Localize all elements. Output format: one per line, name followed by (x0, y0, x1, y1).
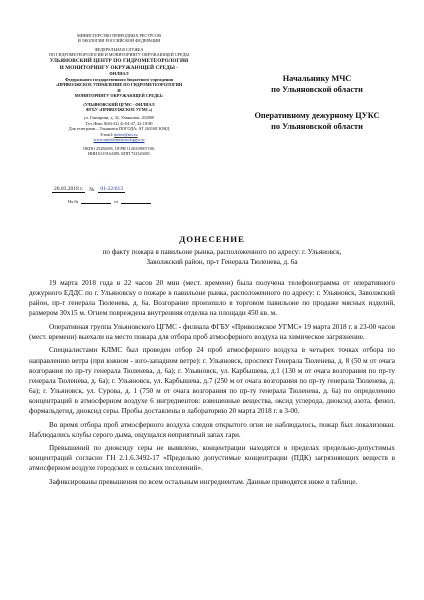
document-body (29, 278, 395, 490)
document-subject: по факту пожара в павильоне рынка, расположенного по адресу: г. Ульяновск, Заволжский район, пр-т Генерала Тюленева, д. 6а (102, 248, 342, 267)
codes-line: ИНН 6319164389, КПП 732543001 (88, 151, 150, 157)
service-line: ПО ГИДРОМЕТЕОРОЛОГИИ И МОНИТОРИНГУ ОКРУЖАЮЩЕЙ СРЕДЫ (48, 52, 190, 58)
institution-line: И (117, 87, 121, 93)
service-line: ФЕДЕРАЛЬНАЯ СЛУЖБА (94, 46, 144, 52)
paragraph: Специалистами КЛМС был проведен отбор 24 проб атмосферного воздуха в четырех точках отбора по направлению ветра (при южном - юго-западном ветре): г. Ульяновск, проспект Генерала Тюленева, д. 8 (50 м от очага возгорания по пр-ту генерала Тюленева, д. 6а); г. Ульяновск, ул. Карбышева, д.1 (130 м от очага возгорания по пр-ту генерала Тюленева, д. 6а); г. Ульяновск, ул. Карбышева, д.7 (250 м от очага возгорания по пр-ту генерала Тюленева, д. 6а); г. Ульяновск, ул. Сурова, д. 1 (750 м от очага возгорания по пр-ту генерала Тюленева, д. 6а) по определению концентраций в атмосферном воздухе 6 ингредиентов: взвешенные вещества, оксид углерода, диоксид азота, фенол, формальдегид, диоксид серы. Пробы доставлены в лабораторию 20 марта 2018 г. в 3-00. (29, 346, 395, 415)
institution-line: МОНИТОРИНГУ ОКРУЖАЮЩЕЙ СРЕДЫ» (74, 93, 164, 99)
addressees (232, 74, 402, 148)
paragraph: Во время отбора проб атмосферного воздуха следов открытого огня не наблюдалось, пожар был локализован. Наблюдались клубы серого дыма, ощущался неприятный запах гари. (29, 420, 395, 439)
reference-dateline: На № от (68, 199, 198, 204)
center-name: И МОНИТОРИНГУ ОКРУЖАЮЩЕЙ СРЕДЫ - (59, 64, 179, 71)
codes-line: ОКПО 25282695, ОГРН 1126319007180, (83, 145, 155, 151)
paragraph: Зафиксированы превышения по всем остальным ингредиентам. Данные приводятся ниже в таблице. (49, 477, 358, 486)
website-link[interactable]: www.simbirsmeteorologiya.ru (93, 137, 145, 143)
email-line: E-mail: meteo@mv.ru (100, 131, 138, 137)
addressee-tsuks: Оперативному дежурному ЦУКС по Ульяновской области (254, 111, 380, 131)
outgoing-number: 01-22/613 (100, 186, 124, 192)
addressee-mchs: Начальнику МЧС по Ульяновской области (271, 74, 363, 94)
phones-line: Тел./Факс 8(84-22) 41-04-47, 42-18-80 (85, 120, 153, 126)
reference-date-blank (121, 203, 151, 204)
ministry-line: МИНИСТЕРСТВО ПРИРОДНЫХ РЕСУРСОВ (76, 33, 162, 38)
outgoing-dateline (52, 186, 192, 193)
ministry-line: И ЭКОЛОГИИ РОССИЙСКОЙ ФЕДЕРАЦИИ (77, 38, 161, 44)
outgoing-date: 20.03.2018 г. (54, 186, 84, 192)
letterhead (44, 33, 194, 157)
institution-line: «ПРИВОЛЖСКОЕ УПРАВЛЕНИЕ ПО ГИДРОМЕТЕОРОЛОГИИ (55, 82, 183, 88)
center-name: УЛЬЯНОВСКИЙ ЦЕНТР ПО ГИДРОМЕТЕОРОЛОГИИ (49, 57, 189, 64)
abbr-line: ФГБУ «ПРИВОЛЖСКОЕ УГМС») (85, 107, 153, 113)
paragraph: 19 марта 2018 года в 22 часов 20 мин (мест. времени) была получена телефонограмма от оперативного дежурного ЕДДС по г. Ульяновску о пожаре в павильоне рынка, расположенного по адресу: г. Ульяновск, Заволжский район, пр-т генерала Тюленева, д. 6а. Возгорание произошло в торговом павильоне по продаже мясных изделий, размером 30х15 м. Огнем повреждена внутренняя отделка на площади 450 кв. м. (29, 279, 395, 318)
address-line: ул. Гончарова, д. 32, Ульяновск, 432000 (83, 115, 155, 121)
paragraph: Превышений по диоксиду серы не выявлено, концентрации находятся в пределах предельно-допустимых концентраций согласно ГН 2.1.6.3492-17 «Предельно допустимые концентрации (ПДК) загрязняющих веществ в атмосферном воздухе городских и сельских поселений». (29, 444, 395, 473)
email-link[interactable]: meteo@mv.ru (113, 131, 138, 137)
number-prefix: № (89, 187, 95, 193)
telegraph-line: Для телеграмм – Ульяновск ПОГОДА; АТ 263168 ЗОНД (68, 126, 170, 132)
institution-line: Федерального государственного бюджетного учреждения (64, 76, 174, 82)
reference-number-blank (81, 203, 111, 204)
branch-word: ФИЛИАЛ (109, 71, 129, 77)
document-title: ДОНЕСЕНИЕ (179, 234, 245, 244)
paragraph: Оперативная группа Ульяновского ЦГМС - филиала ФГБУ «Приволжское УГМС» 19 марта 2018 г. в 23-00 часов (мест. времени) выехали на место пожара для отбора проб атмосферного воздуха на химическое загрязнение. (29, 322, 395, 341)
abbr-line: (УЛЬЯНОВСКИЙ ЦГМС - ФИЛИАЛ (83, 101, 155, 107)
